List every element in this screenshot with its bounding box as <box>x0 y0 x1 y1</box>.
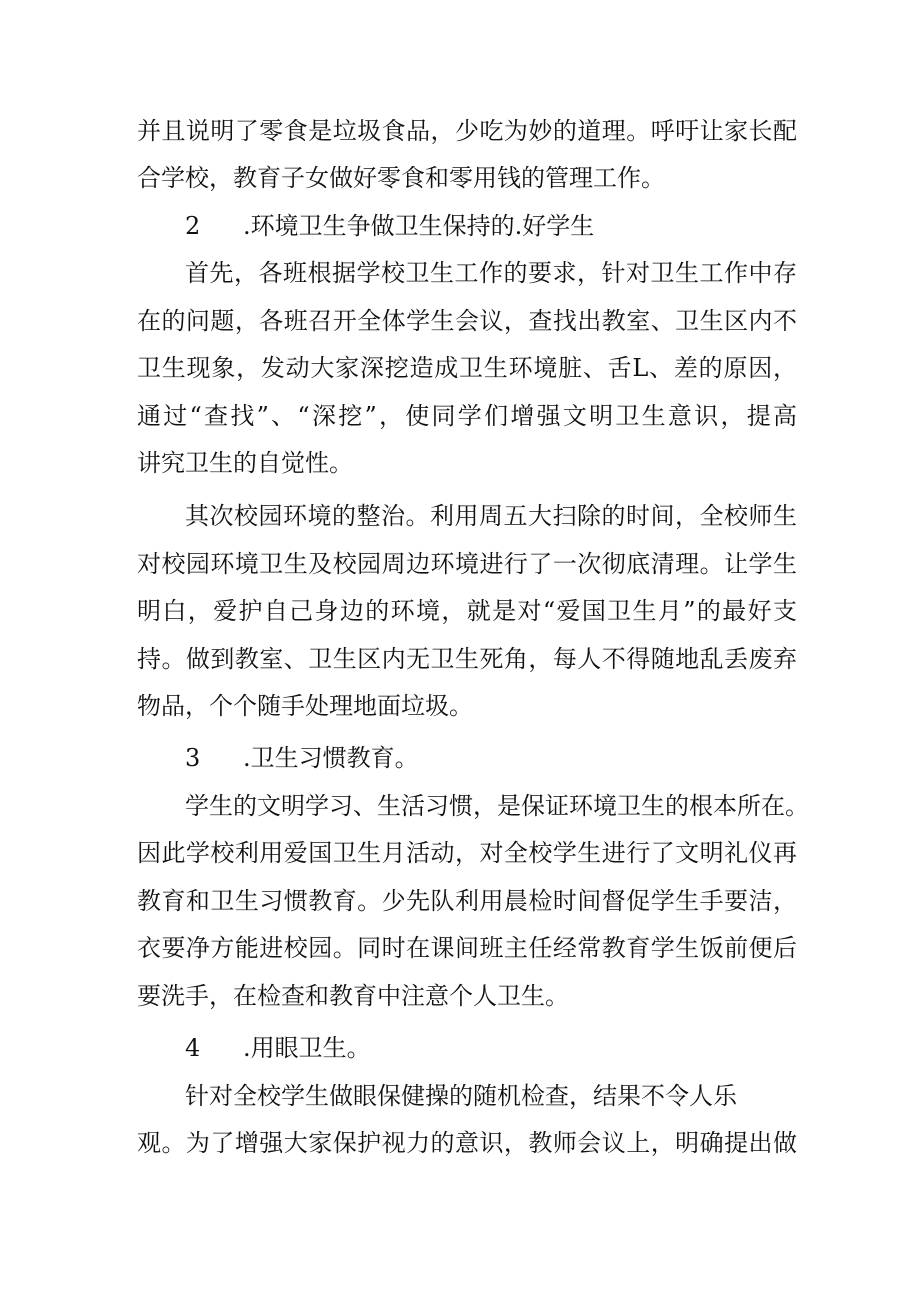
section-number: 4 <box>185 1034 201 1062</box>
body-text-line: 明白，爱护自己身边的环境，就是对“爱国卫生月”的最好支 <box>137 597 797 625</box>
body-text-line: 要洗手，在检查和教育中注意个人卫生。 <box>137 982 569 1010</box>
body-text-line: 对校园环境卫生及校园周边环境进行了一次彻底清理。让学生 <box>137 550 797 578</box>
section-number: 2 <box>185 212 201 240</box>
section-title: .用眼卫生。 <box>243 1034 371 1062</box>
body-text-line: 通过“查找”、“深挖”，使同学们增强文明卫生意识，提高 <box>137 402 797 430</box>
body-text-line: 在的问题，各班召开全体学生会议，查找出教室、卫生区内不 <box>137 307 797 335</box>
section-heading-2 <box>185 211 797 241</box>
body-text-line: 物品，个个随手处理地面垃圾。 <box>137 692 473 720</box>
body-text-line: 讲究卫生的自觉性。 <box>137 449 353 477</box>
body-text-line: 针对全校学生做眼保健操的随机检查，结果不令人乐 <box>185 1082 737 1110</box>
body-text-line: 并且说明了零食是垃圾食品，少吃为妙的道理。呼吁让家长配 <box>137 117 797 145</box>
body-text-line: 衣要净方能进校园。同时在课间班主任经常教育学生饭前便后 <box>137 934 797 962</box>
body-text-line: 学生的文明学习、生活习惯，是保证环境卫生的根本所在。 <box>185 792 809 820</box>
body-text-line: 其次校园环境的整治。利用周五大扫除的时间，全校师生 <box>185 502 797 530</box>
section-number: 3 <box>185 744 201 772</box>
body-text-line: 因此学校利用爱国卫生月活动，对全校学生进行了文明礼仪再 <box>137 839 797 867</box>
section-title: .卫生习惯教育。 <box>243 744 419 772</box>
section-heading-4 <box>185 1033 797 1063</box>
body-text-line: 教育和卫生习惯教育。少先队利用晨检时间督促学生手要洁， <box>137 887 797 915</box>
section-title: .环境卫生争做卫生保持的.好学生 <box>243 212 595 240</box>
section-heading-3 <box>185 743 797 773</box>
body-text-line: 合学校，教育子女做好零食和零用钱的管理工作。 <box>137 164 665 192</box>
body-text-line: 卫生现象，发动大家深挖造成卫生环境脏、舌L、差的原因， <box>137 354 797 382</box>
body-text-line: 持。做到教室、卫生区内无卫生死角，每人不得随地乱丢废弃 <box>137 645 797 673</box>
body-text-line: 首先，各班根据学校卫生工作的要求，针对卫生工作中存 <box>185 259 797 287</box>
body-text-line: 观。为了增强大家保护视力的意识，教师会议上，明确提出做 <box>137 1129 797 1157</box>
